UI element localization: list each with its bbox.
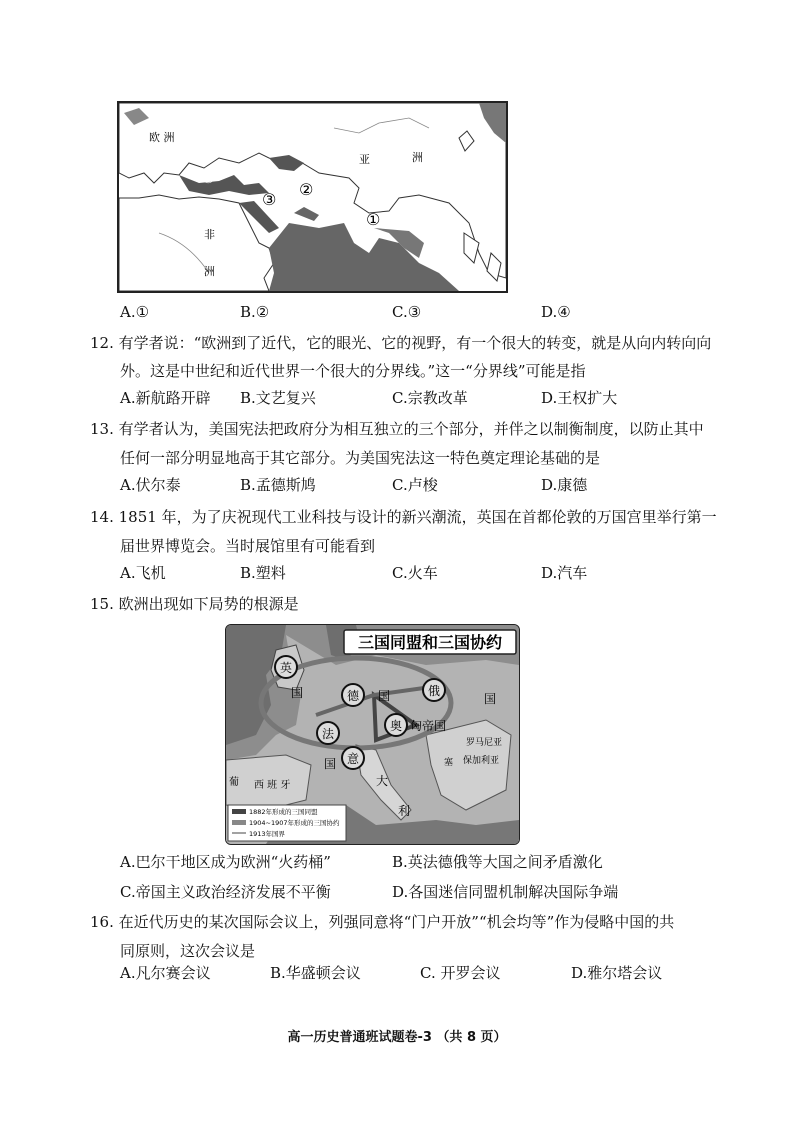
austria-rest: 匈帝国 xyxy=(410,719,447,733)
asia-label-2: 洲 xyxy=(412,151,423,164)
france-rest: 国 xyxy=(324,757,337,771)
africa-label-2: 洲 xyxy=(204,265,215,278)
q15-map xyxy=(225,624,520,845)
q16-option-b[interactable]: B.华盛顿会议 xyxy=(270,964,361,982)
q13-stem-line2: 任何一部分明显地高于其它部分。为美国宪法这一特色奠定理论基础的是 xyxy=(120,449,601,467)
britain-label: 英 xyxy=(279,661,293,675)
britain-rest: 国 xyxy=(291,686,304,700)
austria-label: 奥 xyxy=(389,719,403,733)
q11-map-drawing xyxy=(119,103,506,291)
q12-option-c[interactable]: C.宗教改革 xyxy=(392,389,468,407)
africa-label-1: 非 xyxy=(204,228,215,241)
q11-option-a[interactable]: A.① xyxy=(120,303,150,321)
q15-stem: 15. 欧洲出现如下局势的根源是 xyxy=(90,595,299,613)
asia-label-1: 亚 xyxy=(359,153,370,166)
q13-option-d[interactable]: D.康德 xyxy=(541,476,588,494)
q14-option-a[interactable]: A.飞机 xyxy=(120,564,166,582)
q15-option-c[interactable]: C.帝国主义政治经济发展不平衡 xyxy=(120,883,331,901)
q15-map-title: 三国同盟和三国协约 xyxy=(357,633,503,652)
marker-1: ① xyxy=(366,210,381,229)
italy-rest-2: 利 xyxy=(398,804,411,818)
italy-label: 意 xyxy=(346,752,360,766)
serbia-label: 塞 xyxy=(444,758,454,768)
legend-item-2: 1904~1907年形成的三国协约 xyxy=(249,819,340,827)
q16-option-a[interactable]: A.凡尔赛会议 xyxy=(120,964,211,982)
legend-item-3: 1913年国界 xyxy=(249,830,286,838)
europe-label: 欧 洲 xyxy=(149,131,175,144)
q16-stem-line2: 同原则，这次会议是 xyxy=(120,942,256,960)
france-label: 法 xyxy=(321,727,335,741)
legend-swatch-entente xyxy=(232,820,246,825)
germany-rest: 国 xyxy=(378,689,391,703)
q12-option-d[interactable]: D.王权扩大 xyxy=(541,389,618,407)
q16-option-d[interactable]: D.雅尔塔会议 xyxy=(571,964,663,982)
russia-label: 俄 xyxy=(427,684,441,698)
q14-option-d[interactable]: D.汽车 xyxy=(541,564,588,582)
q15-map-drawing xyxy=(226,625,519,844)
marker-2: ② xyxy=(299,180,314,199)
q11-option-b[interactable]: B.② xyxy=(240,303,270,321)
q16-option-c[interactable]: C. 开罗会议 xyxy=(420,964,501,982)
q13-option-b[interactable]: B.孟德斯鸠 xyxy=(240,476,316,494)
q11-map xyxy=(117,101,508,293)
q13-option-a[interactable]: A.伏尔泰 xyxy=(120,476,181,494)
spain-label: 西 班 牙 xyxy=(254,780,291,791)
q13-stem-line1: 13. 有学者认为，美国宪法把政府分为相互独立的三个部分，并伴之以制衡制度，以防止其中 xyxy=(90,420,704,438)
q14-stem-line1: 14. 1851 年，为了庆祝现代工业科技与设计的新兴潮流，英国在首都伦敦的万国宫里举行第一 xyxy=(90,508,717,526)
q13-option-c[interactable]: C.卢梭 xyxy=(392,476,438,494)
q15-option-d[interactable]: D.各国迷信同盟机制解决国际争端 xyxy=(392,883,619,901)
germany-label: 德 xyxy=(346,689,360,703)
marker-3: ③ xyxy=(262,190,277,209)
portugal-label: 葡 xyxy=(229,777,239,788)
romania-label: 罗马尼亚 xyxy=(466,738,503,748)
q12-stem-line2: 外。这是中世纪和近代世界一个很大的分界线。”这一“分界线”可能是指 xyxy=(120,362,586,380)
q16-stem-line1: 16. 在近代历史的某次国际会议上，列强同意将“门户开放”“机会均等”作为侵略中国的共 xyxy=(90,913,675,931)
bulgaria-label: 保加利亚 xyxy=(463,756,500,766)
page-footer: 高一历史普通班试题卷-3 （共 8 页） xyxy=(287,1030,507,1045)
q11-option-d[interactable]: D.④ xyxy=(541,303,571,321)
legend-item-1: 1882年形成的三国同盟 xyxy=(249,808,318,816)
q12-option-a[interactable]: A.新航路开辟 xyxy=(120,389,211,407)
q12-option-b[interactable]: B.文艺复兴 xyxy=(240,389,316,407)
italy-rest-1: 大 xyxy=(376,774,389,788)
legend-swatch-alliance xyxy=(232,809,246,814)
q12-stem-line1: 12. 有学者说：“欧洲到了近代，它的眼光、它的视野，有一个很大的转变，就是从向内转向向 xyxy=(90,334,712,352)
q14-option-b[interactable]: B.塑料 xyxy=(240,564,286,582)
russia-rest: 国 xyxy=(484,692,497,706)
q14-stem-line2: 届世界博览会。当时展馆里有可能看到 xyxy=(120,537,376,555)
q15-option-a[interactable]: A.巴尔干地区成为欧洲“火药桶” xyxy=(120,853,331,871)
q14-option-c[interactable]: C.火车 xyxy=(392,564,438,582)
q11-option-c[interactable]: C.③ xyxy=(392,303,422,321)
marker-4: ④ xyxy=(201,168,216,187)
q15-option-b[interactable]: B.英法德俄等大国之间矛盾激化 xyxy=(392,853,603,871)
